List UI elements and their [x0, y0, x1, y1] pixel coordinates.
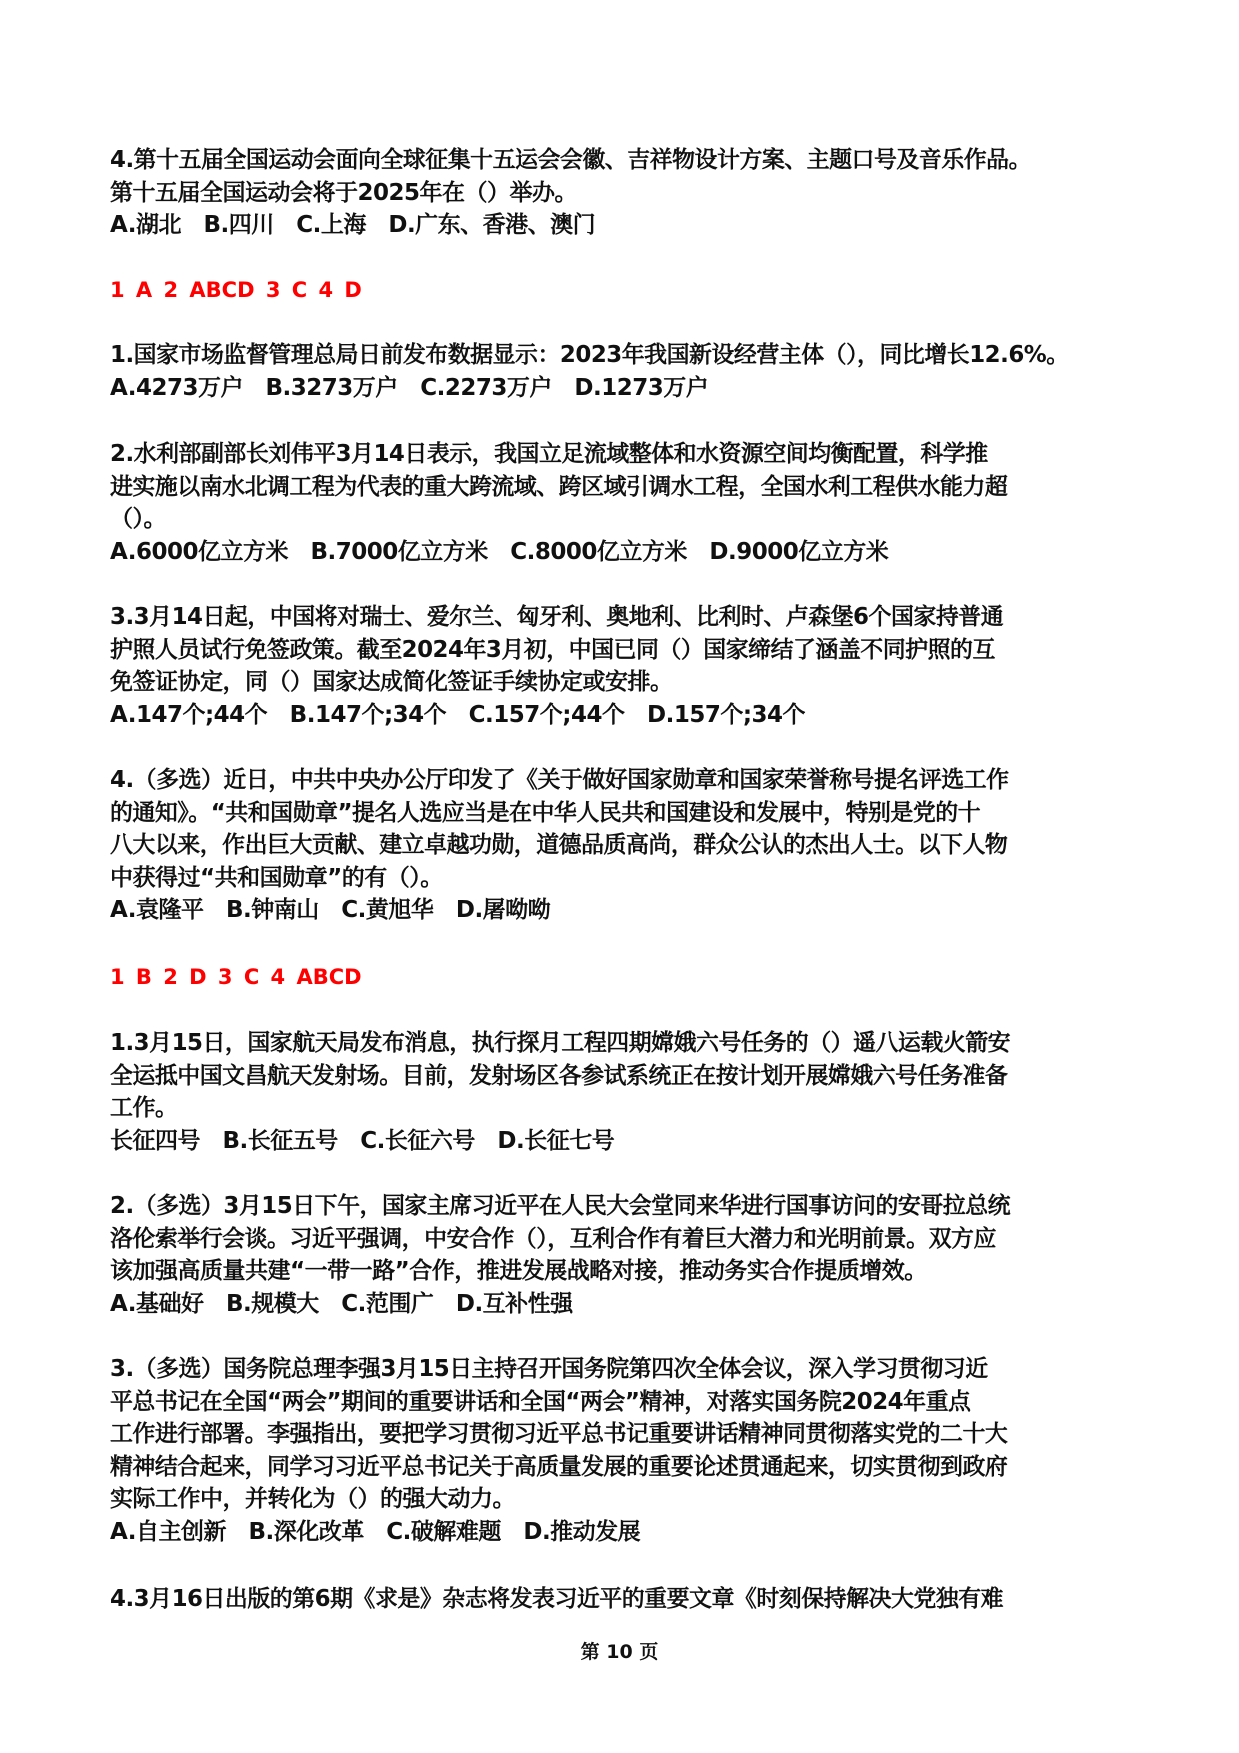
question-text: 精神结合起来，同学习习近平总书记关于高质量发展的重要论述贯通起来，切实贯彻到政府	[110, 1453, 1008, 1480]
question-options: A.6000亿立方米 B.7000亿立方米 C.8000亿立方米 D.9000亿立方米	[110, 538, 889, 565]
question-text: 免签证协定，同（）国家达成简化签证手续协定或安排。	[110, 669, 673, 696]
question-text: 进实施以南水北调工程为代表的重大跨流域、跨区域引调水工程，全国水利工程供水能力超	[110, 473, 1008, 500]
question-text: 1.国家市场监督管理总局日前发布数据显示：2023年我国新设经营主体（），同比增长12.6%。	[110, 342, 1069, 368]
question-text: 的通知》。“共和国勋章”提名人选应当是在中华人民共和国建设和发展中，特别是党的十	[110, 799, 981, 826]
question-text: 该加强高质量共建“一带一路”合作，推进发展战略对接，推动务实合作提质增效。	[110, 1258, 927, 1285]
answer-key: 1 B 2 D 3 C 4 ABCD	[110, 965, 362, 989]
question-block	[110, 144, 1130, 242]
question-text: 八大以来，作出巨大贡献、建立卓越功勋，道德品质高尚，群众公认的杰出人士。以下人物	[110, 832, 1008, 859]
question-options: A.147个;44个 B.147个;34个 C.157个;44个 D.157个;34个	[110, 701, 806, 728]
question-text: 护照人员试行免签政策。截至2024年3月初，中国已同（）国家缔结了涵盖不同护照的互	[110, 636, 995, 663]
question-text: 3.（多选）国务院总理李强3月15日主持召开国务院第四次全体会议，深入学习贯彻习近	[110, 1356, 988, 1382]
question-text: 平总书记在全国“两会”期间的重要讲话和全国“两会”精神，对落实国务院2024年重点	[110, 1388, 971, 1415]
question-text: 工作。	[110, 1095, 178, 1122]
question-text: 2.水利部副部长刘伟平3月14日表示，我国立足流域整体和水资源空间均衡配置，科学推	[110, 441, 988, 467]
question-options: A.袁隆平 B.钟南山 C.黄旭华 D.屠呦呦	[110, 897, 551, 924]
answer-key: 1 A 2 ABCD 3 C 4 D	[110, 278, 362, 302]
question-block	[110, 764, 1130, 927]
question-text: 洛伦索举行会谈。习近平强调，中安合作（），互利合作有着巨大潜力和光明前景。双方应	[110, 1225, 996, 1252]
question-text: 2.（多选）3月15日下午，国家主席习近平在人民大会堂同来华进行国事访问的安哥拉总统	[110, 1193, 1011, 1219]
question-block	[110, 438, 1130, 568]
question-block	[110, 601, 1130, 731]
question-block	[110, 1583, 1130, 1616]
question-text: 4.第十五届全国运动会面向全球征集十五运会会徽、吉祥物设计方案、主题口号及音乐作品。	[110, 147, 1032, 173]
page-number: 第 10 页	[580, 1641, 659, 1663]
question-text: 中获得过“共和国勋章”的有（）。	[110, 864, 443, 891]
question-text: 1.3月15日，国家航天局发布消息，执行探月工程四期嫦娥六号任务的（）遥八运载火箭安	[110, 1030, 1011, 1056]
question-block	[110, 1190, 1130, 1320]
question-text: 第十五届全国运动会将于2025年在（）举办。	[110, 179, 578, 206]
question-options: A.4273万户 B.3273万户 C.2273万户 D.1273万户	[110, 374, 709, 401]
question-block	[110, 1353, 1130, 1549]
question-text: 4.（多选）近日，中共中央办公厅印发了《关于做好国家勋章和国家荣誉称号提名评选工作	[110, 767, 1009, 793]
question-options: A.自主创新 B.深化改革 C.破解难题 D.推动发展	[110, 1518, 641, 1545]
question-text: 实际工作中，并转化为（）的强大动力。	[110, 1486, 515, 1513]
question-options: A.基础好 B.规模大 C.范围广 D.互补性强	[110, 1290, 573, 1317]
question-text: 4.3月16日出版的第6期《求是》杂志将发表习近平的重要文章《时刻保持解决大党独有难	[110, 1586, 1004, 1612]
question-block	[110, 339, 1130, 404]
question-text: 工作进行部署。李强指出，要把学习贯彻习近平总书记重要讲话精神同贯彻落实党的二十大	[110, 1421, 1008, 1448]
question-block	[110, 1027, 1130, 1157]
question-text: （）。	[110, 506, 166, 533]
question-options: 长征四号 B.长征五号 C.长征六号 D.长征七号	[110, 1127, 615, 1154]
question-options: A.湖北 B.四川 C.上海 D.广东、香港、澳门	[110, 212, 596, 239]
question-text: 全运抵中国文昌航天发射场。目前，发射场区各参试系统正在按计划开展嫦娥六号任务准备	[110, 1062, 1008, 1089]
question-text: 3.3月14日起，中国将对瑞士、爱尔兰、匈牙利、奥地利、比利时、卢森堡6个国家持普通	[110, 604, 1004, 630]
